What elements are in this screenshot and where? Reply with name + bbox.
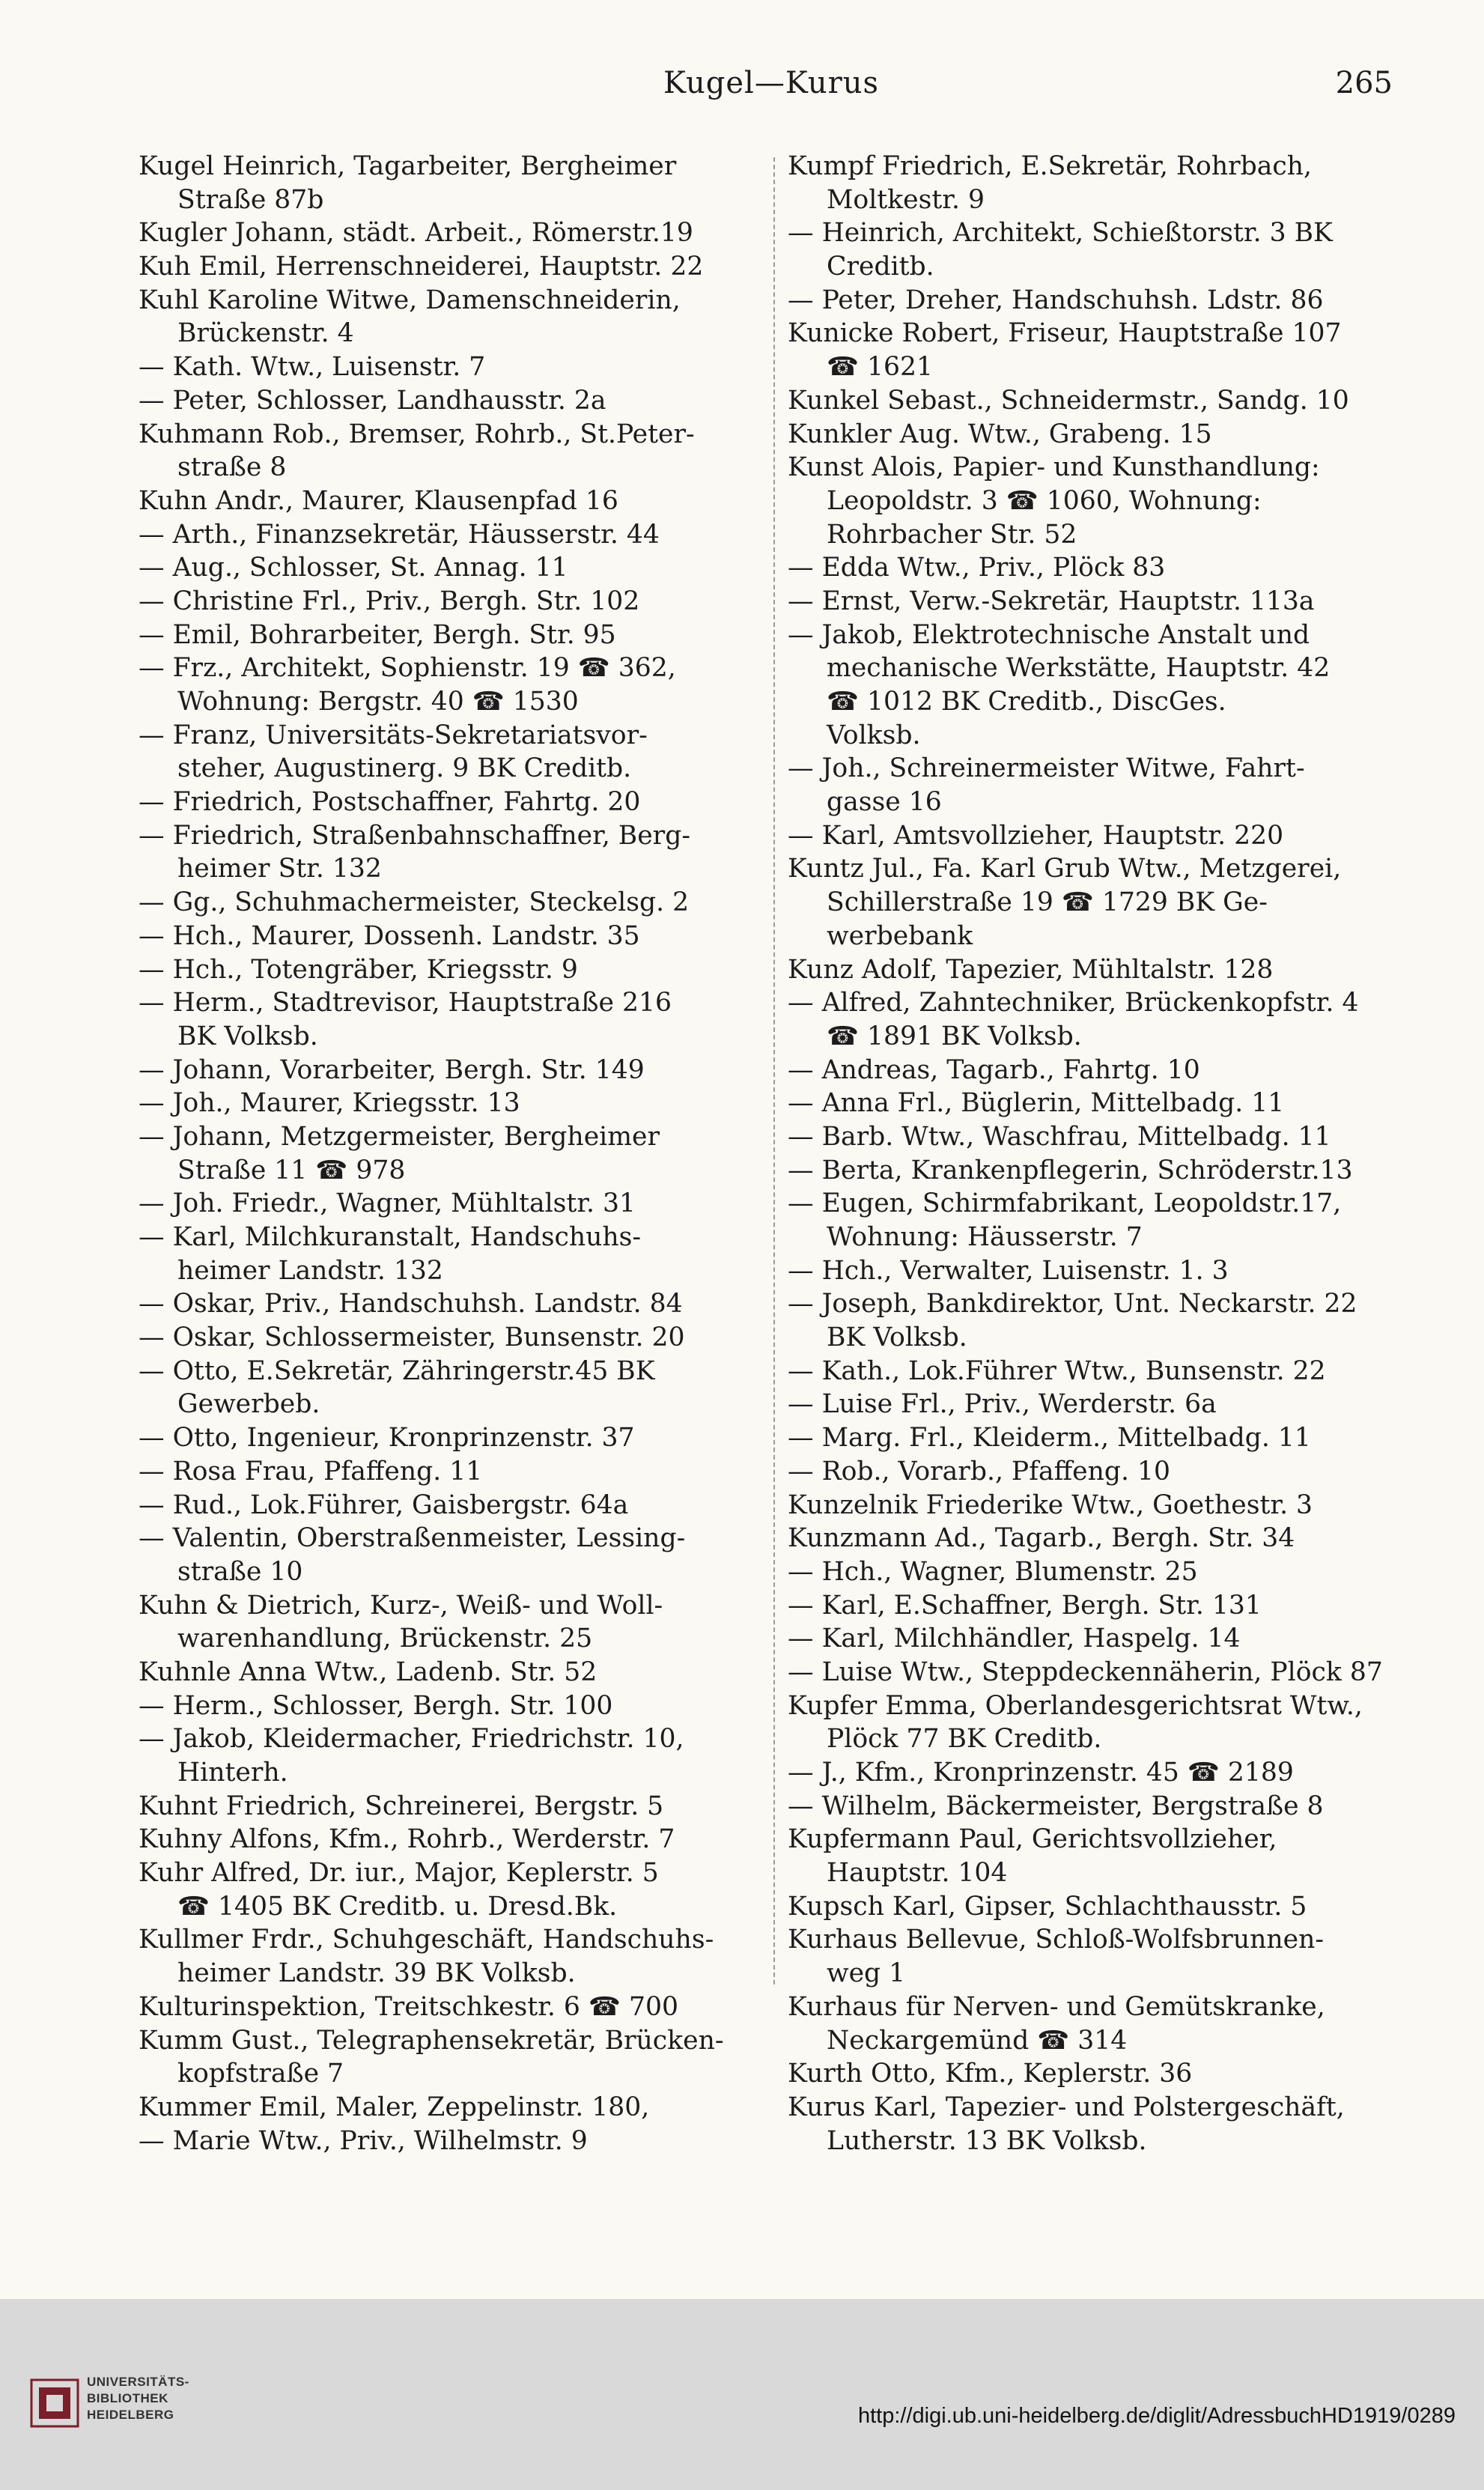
directory-entry-line: — Otto, Ingenieur, Kronprinzenstr. 37: [139, 1423, 635, 1454]
directory-entry-line: — Hch., Totengräber, Kriegsstr. 9: [139, 954, 578, 985]
entry-continuation-line: Moltkestr. 9: [827, 184, 985, 215]
directory-entry-line: — Friedrich, Straßenbahnschaffner, Berg-: [139, 820, 691, 851]
entry-continuation-line: straße 8: [177, 452, 287, 483]
directory-entry-line: Kunzmann Ad., Tagarb., Bergh. Str. 34: [788, 1523, 1295, 1554]
logo-line: UNIVERSITÄTS-: [87, 2375, 189, 2389]
page-header: [135, 66, 1408, 118]
directory-entry-line: Kunst Alois, Papier- und Kunsthandlung:: [788, 452, 1320, 483]
entry-continuation-line: heimer Str. 132: [177, 854, 382, 884]
directory-entry-line: Kuh Emil, Herrenschneiderei, Hauptstr. 22: [139, 252, 704, 282]
directory-entry-line: Kupfer Emma, Oberlandesgerichtsrat Wtw.,: [788, 1690, 1363, 1721]
logo-line: BIBLIOTHEK: [87, 2391, 168, 2405]
entry-continuation-line: ☎ 1012 BK Creditb., DiscGes.: [827, 687, 1226, 717]
directory-entry-line: — Emil, Bohrarbeiter, Bergh. Str. 95: [139, 619, 616, 650]
entry-continuation-line: Plöck 77 BK Creditb.: [827, 1724, 1102, 1755]
directory-entry-line: Kunzelnik Friederike Wtw., Goethestr. 3: [788, 1490, 1313, 1520]
library-logo-text: [87, 2374, 189, 2423]
library-seal-icon: [30, 2378, 79, 2428]
directory-entry-line: Kunkel Sebast., Schneidermstr., Sandg. 10: [788, 385, 1349, 416]
entry-continuation-line: gasse 16: [827, 787, 942, 818]
directory-entry-line: Kulturinspektion, Treitschkestr. 6 ☎ 700: [139, 1991, 678, 2022]
entry-continuation-line: werbebank: [827, 920, 973, 951]
entry-continuation-line: ☎ 1891 BK Volksb.: [827, 1021, 1082, 1051]
directory-entry-line: Kurhaus für Nerven- und Gemütskranke,: [788, 1991, 1325, 2022]
entry-continuation-line: Wohnung: Bergstr. 40 ☎ 1530: [177, 687, 579, 717]
directory-entry-line: Kuhn & Dietrich, Kurz-, Weiß- und Woll-: [139, 1590, 663, 1621]
directory-entry-line: — Kath., Lok.Führer Wtw., Bunsenstr. 22: [788, 1355, 1326, 1386]
directory-entry-line: Kuhl Karoline Witwe, Damenschneiderin,: [139, 285, 681, 315]
directory-entry-line: — Jakob, Elektrotechnische Anstalt und: [788, 619, 1310, 650]
right-column: [788, 150, 1417, 2158]
entry-continuation-line: Rohrbacher Str. 52: [827, 519, 1077, 550]
directory-entry-line: — Christine Frl., Priv., Bergh. Str. 102: [139, 586, 640, 616]
directory-entry-line: — Marie Wtw., Priv., Wilhelmstr. 9: [139, 2125, 588, 2156]
directory-entry-line: Kumm Gust., Telegraphensekretär, Brücken-: [139, 2025, 724, 2056]
directory-entry-line: — Karl, Amtsvollzieher, Hauptstr. 220: [788, 820, 1284, 851]
directory-entry-line: Kuhnt Friedrich, Schreinerei, Bergstr. 5: [139, 1791, 664, 1821]
directory-entry-line: — Joh. Friedr., Wagner, Mühltalstr. 31: [139, 1188, 636, 1219]
entry-continuation-line: Hinterh.: [177, 1758, 288, 1788]
directory-entry-line: — Rud., Lok.Führer, Gaisbergstr. 64a: [139, 1490, 629, 1520]
entry-continuation-line: Creditb.: [827, 252, 934, 282]
entry-continuation-line: warenhandlung, Brückenstr. 25: [177, 1624, 593, 1654]
directory-entry-line: — Otto, E.Sekretär, Zähringerstr.45 BK: [139, 1355, 655, 1386]
directory-entry-line: — Joh., Schreinermeister Witwe, Fahrt-: [788, 753, 1305, 784]
directory-entry-line: Kugler Johann, städt. Arbeit., Römerstr.19: [139, 218, 693, 249]
directory-entry-line: — Anna Frl., Büglerin, Mittelbadg. 11: [788, 1088, 1285, 1119]
directory-entry-line: Kuhn Andr., Maurer, Klausenpfad 16: [139, 485, 618, 516]
directory-entry-line: Kurhaus Bellevue, Schloß-Wolfsbrunnen-: [788, 1925, 1325, 1955]
entry-continuation-line: Hauptstr. 104: [827, 1858, 1008, 1889]
entry-continuation-line: Neckargemünd ☎ 314: [827, 2025, 1128, 2056]
entry-continuation-line: Volksb.: [827, 720, 921, 750]
directory-entry-line: — Valentin, Oberstraßenmeister, Lessing-: [139, 1523, 686, 1554]
directory-entry-line: — Rob., Vorarb., Pfaffeng. 10: [788, 1456, 1171, 1487]
directory-entry-line: — Frz., Architekt, Sophienstr. 19 ☎ 362,: [139, 653, 676, 684]
entry-continuation-line: Lutherstr. 13 BK Volksb.: [827, 2125, 1147, 2156]
directory-entry-line: — Arth., Finanzsekretär, Häusserstr. 44: [139, 519, 660, 550]
entry-continuation-line: weg 1: [827, 1958, 906, 1989]
entry-continuation-line: Brückenstr. 4: [177, 318, 354, 349]
directory-entry-line: — Berta, Krankenpflegerin, Schröderstr.13: [788, 1155, 1353, 1185]
logo-line: HEIDELBERG: [87, 2408, 174, 2422]
directory-entry-line: — Oskar, Schlossermeister, Bunsenstr. 20: [139, 1323, 685, 1353]
directory-entry-line: Kurth Otto, Kfm., Keplerstr. 36: [788, 2059, 1193, 2089]
left-column: [139, 150, 775, 2158]
directory-entry-line: — Hch., Wagner, Blumenstr. 25: [788, 1556, 1198, 1587]
directory-entry-line: — Luise Frl., Priv., Werderstr. 6a: [788, 1389, 1217, 1420]
directory-entry-line: Kuhmann Rob., Bremser, Rohrb., St.Peter-: [139, 419, 695, 449]
directory-entry-line: — Luise Wtw., Steppdeckennäherin, Plöck 87: [788, 1657, 1383, 1687]
directory-entry-line: Kurus Karl, Tapezier- und Polstergeschäft,: [788, 2092, 1345, 2122]
directory-entry-line: Kuhr Alfred, Dr. iur., Major, Keplerstr. 5: [139, 1858, 659, 1889]
directory-entry-line: — Peter, Schlosser, Landhausstr. 2a: [139, 385, 606, 416]
directory-entry-line: — Alfred, Zahntechniker, Brückenkopfstr. 4: [788, 988, 1359, 1018]
entry-continuation-line: steher, Augustinerg. 9 BK Creditb.: [177, 753, 632, 784]
directory-entry-line: — Joh., Maurer, Kriegsstr. 13: [139, 1088, 520, 1119]
library-logo: [30, 2374, 189, 2441]
entry-continuation-line: BK Volksb.: [177, 1021, 318, 1051]
directory-entry-line: — Herm., Schlosser, Bergh. Str. 100: [139, 1690, 613, 1721]
directory-entry-line: — Heinrich, Architekt, Schießtorstr. 3 BK: [788, 218, 1333, 249]
directory-entry-line: Kunicke Robert, Friseur, Hauptstraße 107: [788, 318, 1342, 349]
entry-continuation-line: Leopoldstr. 3 ☎ 1060, Wohnung:: [827, 485, 1262, 516]
permalink-url[interactable]: http://digi.ub.uni-heidelberg.de/diglit/AdressbuchHD1919/0289: [857, 2404, 1456, 2428]
column-divider: [773, 157, 775, 1985]
directory-entry-line: — Hch., Maurer, Dossenh. Landstr. 35: [139, 920, 640, 951]
directory-entry-line: Kunkler Aug. Wtw., Grabeng. 15: [788, 419, 1212, 449]
directory-entry-line: — Franz, Universitäts-Sekretariatsvor-: [139, 720, 648, 750]
directory-entry-line: Kummer Emil, Maler, Zeppelinstr. 180,: [139, 2092, 650, 2122]
directory-entry-line: Kuhnle Anna Wtw., Ladenb. Str. 52: [139, 1657, 597, 1687]
directory-entry-line: Kuhny Alfons, Kfm., Rohrb., Werderstr. 7: [139, 1824, 675, 1855]
directory-entry-line: Kunz Adolf, Tapezier, Mühltalstr. 128: [788, 954, 1274, 985]
directory-entry-line: Kupsch Karl, Gipser, Schlachthausstr. 5: [788, 1891, 1307, 1922]
directory-entry-line: — Jakob, Kleidermacher, Friedrichstr. 10,: [139, 1724, 684, 1755]
directory-entry-line: — Karl, Milchhändler, Haspelg. 14: [788, 1624, 1241, 1654]
directory-entry-line: — Hch., Verwalter, Luisenstr. 1. 3: [788, 1255, 1229, 1286]
entry-continuation-line: kopfstraße 7: [177, 2059, 344, 2089]
directory-entry-line: — Barb. Wtw., Waschfrau, Mittelbadg. 11: [788, 1121, 1331, 1152]
directory-entry-line: Kupfermann Paul, Gerichtsvollzieher,: [788, 1824, 1277, 1855]
directory-entry-line: Kullmer Frdr., Schuhgeschäft, Handschuhs-: [139, 1925, 714, 1955]
directory-entry-line: — Marg. Frl., Kleiderm., Mittelbadg. 11: [788, 1423, 1311, 1454]
directory-entry-line: Kugel Heinrich, Tagarbeiter, Bergheimer: [139, 151, 677, 181]
directory-entry-line: — Rosa Frau, Pfaffeng. 11: [139, 1456, 483, 1487]
entry-continuation-line: Wohnung: Häusserstr. 7: [827, 1222, 1143, 1252]
entry-continuation-line: Gewerbeb.: [177, 1389, 320, 1420]
directory-entry-line: Kuntz Jul., Fa. Karl Grub Wtw., Metzgerei,: [788, 854, 1342, 884]
directory-entry-line: — Eugen, Schirmfabrikant, Leopoldstr.17,: [788, 1188, 1342, 1219]
directory-entry-line: — Ernst, Verw.-Sekretär, Hauptstr. 113a: [788, 586, 1315, 616]
directory-entry-line: Kumpf Friedrich, E.Sekretär, Rohrbach,: [788, 151, 1313, 181]
directory-entry-line: — Johann, Metzgermeister, Bergheimer: [139, 1121, 660, 1152]
directory-entry-line: — Karl, E.Schaffner, Bergh. Str. 131: [788, 1590, 1262, 1621]
entry-continuation-line: heimer Landstr. 132: [177, 1255, 443, 1286]
viewer-footer: [0, 2299, 1484, 2490]
directory-entry-line: — Joseph, Bankdirektor, Unt. Neckarstr. 22: [788, 1289, 1357, 1320]
directory-entry-line: — Andreas, Tagarb., Fahrtg. 10: [788, 1054, 1200, 1085]
entry-continuation-line: Schillerstraße 19 ☎ 1729 BK Ge-: [827, 887, 1268, 918]
directory-entry-line: — Edda Wtw., Priv., Plöck 83: [788, 553, 1166, 583]
directory-entry-line: — Oskar, Priv., Handschuhsh. Landstr. 84: [139, 1289, 683, 1320]
directory-entry-line: — J., Kfm., Kronprinzenstr. 45 ☎ 2189: [788, 1758, 1294, 1788]
directory-entry-line: — Karl, Milchkuranstalt, Handschuhs-: [139, 1222, 642, 1252]
entry-continuation-line: heimer Landstr. 39 BK Volksb.: [177, 1958, 576, 1989]
entry-continuation-line: Straße 87b: [177, 184, 324, 215]
directory-entry-line: — Peter, Dreher, Handschuhsh. Ldstr. 86: [788, 285, 1324, 315]
entry-continuation-line: ☎ 1621: [827, 352, 934, 383]
directory-entry-line: — Wilhelm, Bäckermeister, Bergstraße 8: [788, 1791, 1324, 1821]
entry-continuation-line: BK Volksb.: [827, 1323, 967, 1353]
page-number: 265: [1335, 66, 1393, 100]
directory-entry-line: — Friedrich, Postschaffner, Fahrtg. 20: [139, 787, 641, 818]
directory-entry-line: — Kath. Wtw., Luisenstr. 7: [139, 352, 486, 383]
directory-entry-line: — Herm., Stadtrevisor, Hauptstraße 216: [139, 988, 672, 1018]
entry-continuation-line: ☎ 1405 BK Creditb. u. Dresd.Bk.: [177, 1891, 618, 1922]
entry-continuation-line: Straße 11 ☎ 978: [177, 1155, 406, 1185]
directory-entry-line: — Gg., Schuhmachermeister, Steckelsg. 2: [139, 887, 690, 918]
directory-entry-line: — Aug., Schlosser, St. Annag. 11: [139, 553, 568, 583]
entry-continuation-line: straße 10: [177, 1556, 303, 1587]
entry-continuation-line: mechanische Werkstätte, Hauptstr. 42: [827, 653, 1331, 684]
running-head: Kugel—Kurus: [663, 66, 879, 100]
directory-entry-line: — Johann, Vorarbeiter, Bergh. Str. 149: [139, 1054, 645, 1085]
